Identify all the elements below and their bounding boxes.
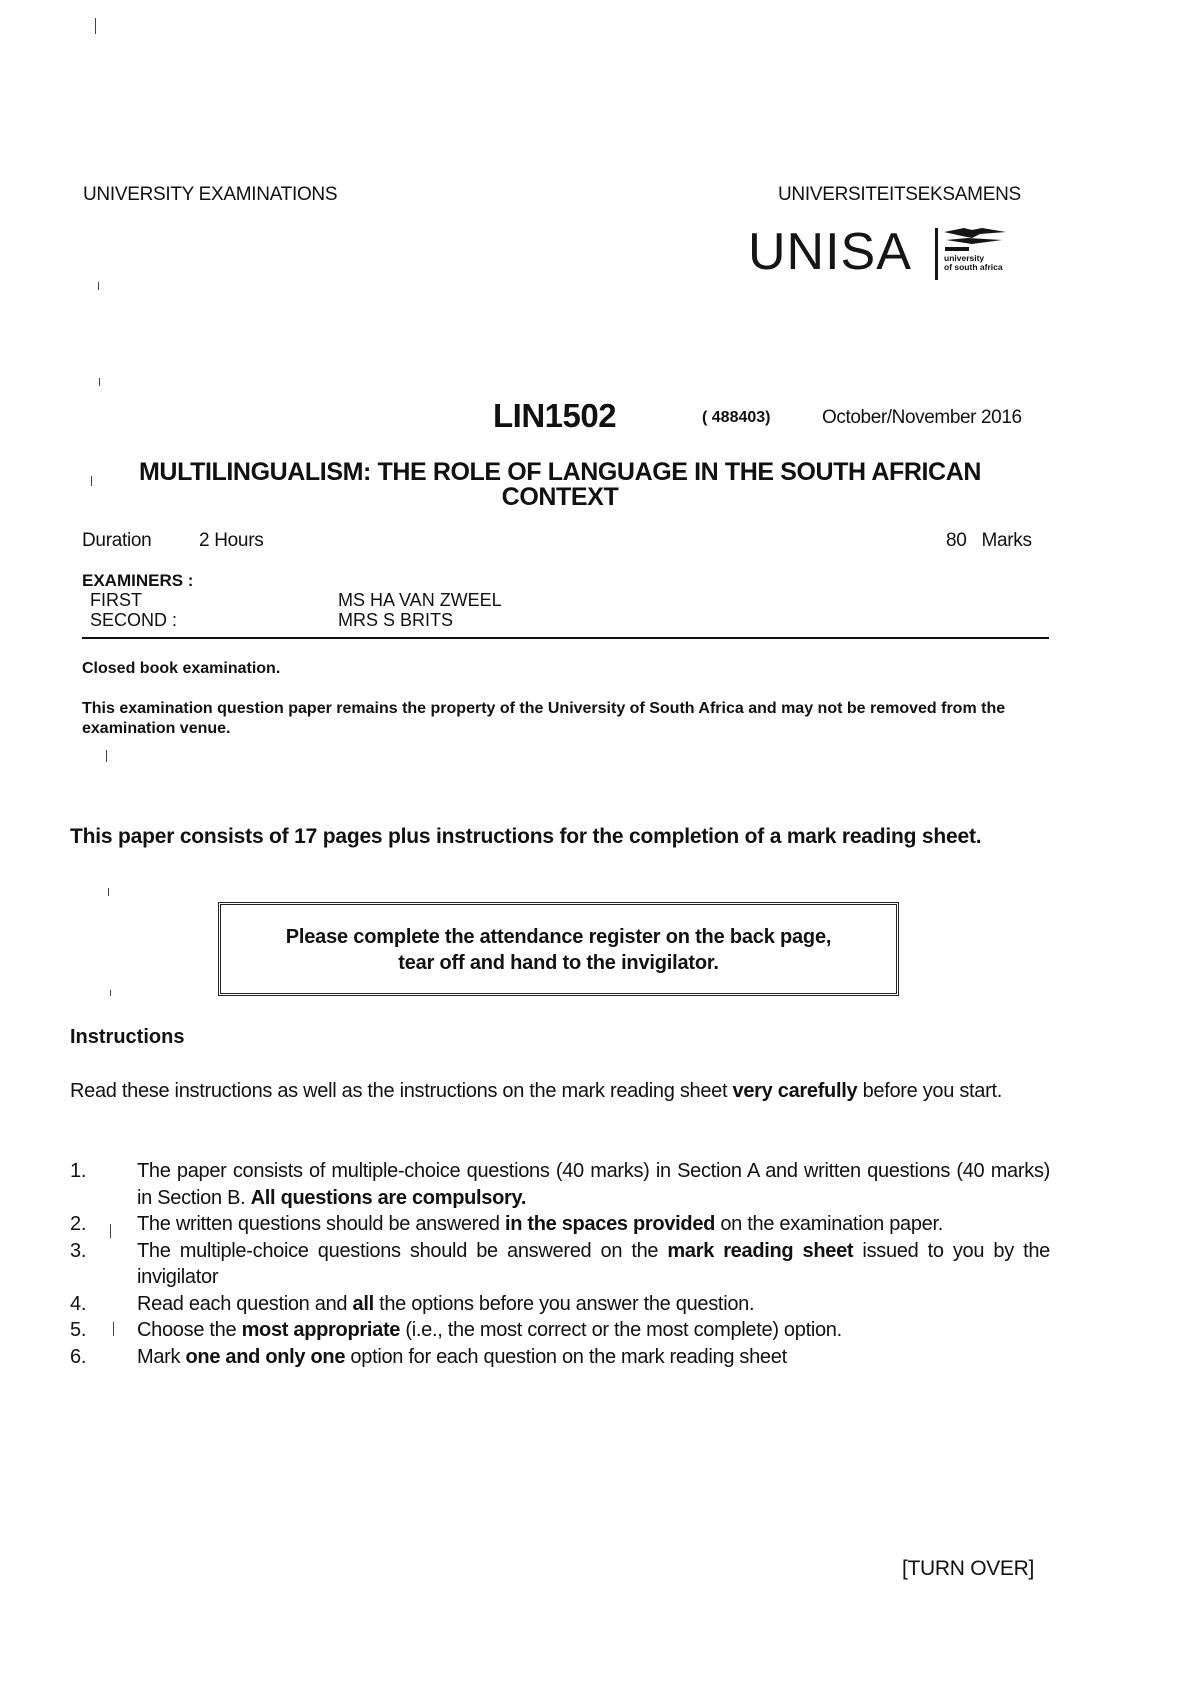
item-text-a: The written questions should be answered: [137, 1213, 505, 1235]
item-text-a: Read each question and: [137, 1292, 353, 1315]
list-item: [70, 1238, 1050, 1291]
item-text-a: The paper consists of multiple-choice questions (40 marks) in Section A and written questions (40 marks) in Section B.: [137, 1160, 1050, 1209]
item-text: [137, 1344, 1050, 1371]
bird-icon: [942, 226, 1008, 256]
list-item: [70, 1317, 1050, 1344]
first-examiner-role: FIRST: [90, 590, 142, 610]
logo-word: UNISA: [748, 223, 912, 281]
item-text-a: Mark: [137, 1345, 186, 1368]
item-text-c: (i.e., the most correct or the most complete) option.: [400, 1319, 842, 1341]
item-number: 6.: [70, 1345, 87, 1368]
item-text-c: on the examination paper.: [715, 1213, 944, 1235]
scan-mark: [98, 282, 99, 290]
attendance-line-1: Please complete the attendance register on the back page,: [285, 926, 832, 948]
item-number: 3.: [70, 1239, 87, 1262]
instructions-intro: [70, 1078, 1050, 1105]
logo-divider: [935, 228, 938, 280]
paper-title: MULTILINGUALISM: THE ROLE OF LANGUAGE IN THE SOUTH AFRICAN CONTEXT: [138, 458, 982, 511]
item-text-bold: all: [352, 1292, 374, 1315]
paper-number: ( 488403): [702, 409, 771, 426]
item-text-bold: mark reading sheet: [667, 1239, 854, 1262]
list-item: [70, 1344, 1050, 1371]
item-text-bold: All questions are compulsory.: [250, 1186, 527, 1209]
item-text: [137, 1158, 1050, 1211]
duration-label: Duration: [82, 530, 152, 551]
logo-caption-line1: university: [944, 253, 985, 263]
logo-caption-line2: of south africa: [944, 262, 1003, 272]
examiners-heading: EXAMINERS :: [82, 571, 194, 590]
intro-text-bold: very carefully: [732, 1080, 858, 1102]
item-text: [137, 1291, 1050, 1318]
item-text-bold: in the spaces provided: [504, 1213, 716, 1235]
item-text: [137, 1211, 1050, 1238]
item-number: 1.: [70, 1160, 87, 1182]
scan-mark: [99, 378, 100, 386]
turn-over-label: [TURN OVER]: [902, 1557, 1035, 1580]
intro-text-a: Read these instructions as well as the instructions on the mark reading sheet: [70, 1080, 733, 1102]
scan-mark: [110, 990, 111, 996]
second-examiner-name: MRS S BRITS: [338, 610, 454, 630]
list-item: [70, 1211, 1050, 1238]
total-marks: 80 Marks: [946, 530, 1032, 551]
first-examiner-name: MS HA VAN ZWEEL: [338, 590, 502, 610]
item-text-bold: one and only one: [185, 1345, 346, 1368]
item-text-c: the options before you answer the question.: [373, 1292, 755, 1315]
item-number: 5.: [70, 1319, 87, 1341]
second-examiner-role: SECOND :: [90, 610, 178, 630]
course-code: LIN1502: [493, 397, 617, 434]
header-universiteitseksamens: UNIVERSITEITSEKSAMENS: [778, 184, 1021, 205]
item-text: [137, 1238, 1050, 1291]
exam-session: October/November 2016: [822, 407, 1022, 428]
logo-caption: [944, 254, 1014, 272]
scan-mark: [95, 18, 96, 34]
list-item: [70, 1291, 1050, 1318]
item-number: 2.: [70, 1213, 87, 1235]
list-item: [70, 1158, 1050, 1211]
scan-mark: [91, 476, 92, 486]
item-number: 4.: [70, 1292, 87, 1315]
item-text-c: option for each question on the mark reading sheet: [345, 1345, 787, 1368]
scan-mark: [108, 888, 109, 896]
duration-value: 2 Hours: [199, 530, 264, 551]
instructions-list: [70, 1158, 1050, 1370]
closed-book-note: Closed book examination.: [82, 660, 281, 677]
property-note: This examination question paper remains the property of the University of South Africa and may not be removed from the examination venue.: [82, 700, 1006, 737]
header-university-examinations: UNIVERSITY EXAMINATIONS: [83, 184, 338, 205]
item-text-a: The multiple-choice questions should be answered on the: [137, 1239, 668, 1262]
item-text-a: Choose the: [137, 1319, 242, 1341]
item-text-c: issued to you by the invigilator: [137, 1239, 1050, 1288]
instructions-heading: Instructions: [70, 1026, 185, 1048]
item-text-bold: most appropriate: [241, 1319, 401, 1341]
scan-mark: [106, 750, 107, 762]
divider-rule: [82, 637, 1049, 639]
intro-text-c: before you start.: [857, 1080, 1002, 1102]
pages-note: This paper consists of 17 pages plus instructions for the completion of a mark reading sheet.: [70, 825, 982, 848]
attendance-box-text: [218, 924, 899, 976]
item-text: [137, 1317, 1050, 1344]
attendance-line-2: tear off and hand to the invigilator.: [398, 952, 719, 974]
